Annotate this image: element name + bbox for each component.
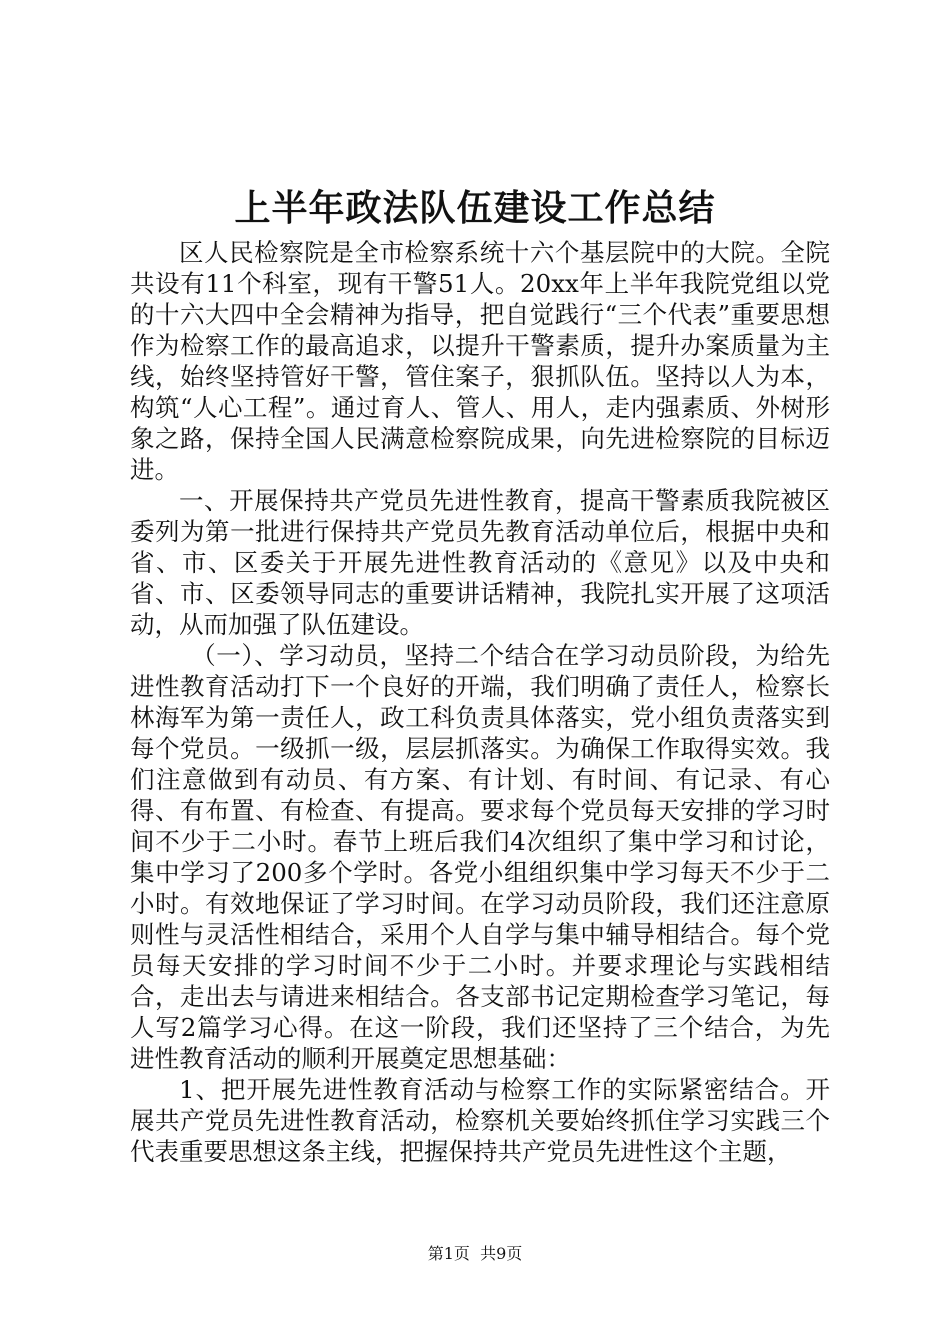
document-body	[130, 237, 830, 1167]
page-footer	[0, 1244, 950, 1264]
paragraph-subsection-one: （一）、学习动员，坚持二个结合在学习动员阶段，为给先进性教育活动打下一个良好的开端，我们明确了责任人，检察长林海军为第一责任人，政工科负责具体落实，党小组负责落实到每个党员。一级抓一级，层层抓落实。为确保工作取得实效。我们注意做到有动员、有方案、有计划、有时间、有记录、有心得、有布置、有检查、有提高。要求每个党员每天安排的学习时间不少于二小时。春节上班后我们4次组织了集中学习和讨论，集中学习了200多个学时。各党小组组织集中学习每天不少于二小时。有效地保证了学习时间。在学习动员阶段，我们还注意原则性与灵活性相结合，采用个人自学与集中辅导相结合。每个党员每天安排的学习时间不少于二小时。并要求理论与实践相结合，走出去与请进来相结合。各支部书记定期检查学习笔记，每人写2篇学习心得。在这一阶段，我们还坚持了三个结合，为先进性教育活动的顺利开展奠定思想基础：	[130, 641, 830, 1073]
paragraph-intro: 区人民检察院是全市检察系统十六个基层院中的大院。全院共设有11个科室，现有干警51人。20xx年上半年我院党组以党的十六大四中全会精神为指导，把自觉践行“三个代表”重要思想作为检察工作的最高追求，以提升干警素质，提升办案质量为主线，始终坚持管好干警，管住案子，狠抓队伍。坚持以人为本，构筑“人心工程”。通过育人、管人、用人，走内强素质、外树形象之路，保持全国人民满意检察院成果，向先进检察院的目标迈进。	[130, 238, 830, 484]
document-title: 上半年政法队伍建设工作总结	[234, 187, 716, 229]
paragraph-section-one: 一、开展保持共产党员先进性教育，提高干警素质我院被区委列为第一批进行保持共产党员先教育活动单位后，根据中央和省、市、区委关于开展先进性教育活动的《意见》以及中央和省、市、区委领导同志的重要讲话精神，我院扎实开展了这项活动，从而加强了队伍建设。	[130, 486, 830, 639]
paragraph-item-one: 1、把开展先进性教育活动与检察工作的实际紧密结合。开展共产党员先进性教育活动，检察机关要始终抓住学习实践三个代表重要思想这条主线，把握保持共产党员先进性这个主题，	[130, 1075, 830, 1166]
page-number: 第1页 共9页	[427, 1244, 523, 1263]
